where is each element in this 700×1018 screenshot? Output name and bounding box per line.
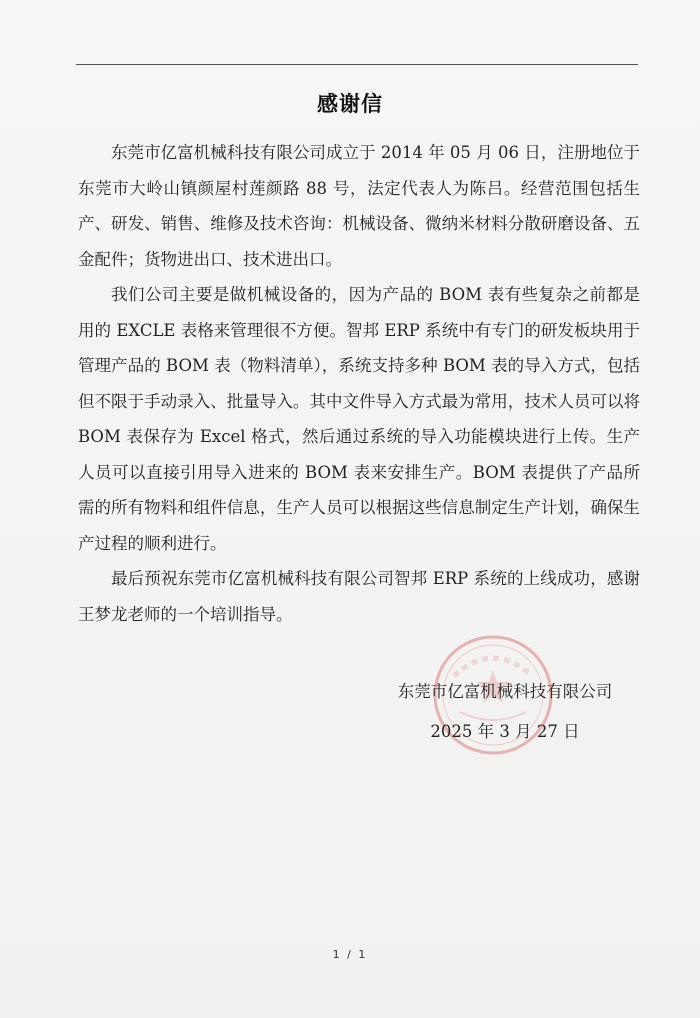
paragraph-thanks: 最后预祝东莞市亿富机械科技有限公司智邦 ERP 系统的上线成功，感谢王梦龙老师的一个培训指导。 bbox=[78, 569, 640, 624]
page-title: 感谢信 bbox=[317, 92, 383, 116]
paragraph-bom-usage: 我们公司主要是做机械设备的，因为产品的 BOM 表有些复杂之前都是用的 EXCLE 表格来管理很不方便。智邦 ERP 系统中有专门的研发板块用于管理产品的 BOM 表（物料清单），系统支持多种 BOM 表的导入方式，包括但不限于手动录入、批量导入。其中文件导入方式最为常用，技术人员可以将 BOM 表保存为 Excel 格式，然后通过系统的导入功能模块进行上传。生产人员可以直接引用导入进来的 BOM 表来安排生产。BOM 表提供了产品所需的所有物料和组件信息，生产人员可以根据这些信息制定生产计划，确保生产过程的顺利进行。 bbox=[78, 285, 640, 553]
signature-block bbox=[380, 672, 630, 752]
header-rule bbox=[76, 64, 638, 65]
paragraph-company-intro: 东莞市亿富机械科技有限公司成立于 2014 年 05 月 06 日，注册地位于东莞市大岭山镇颜屋村莲颜路 88 号，法定代表人为陈吕。经营范围包括生产、研发、销售、维修及技术咨询：机械设备、微纳米材料分散研磨设备、五金配件；货物进出口、技术进出口。 bbox=[78, 143, 640, 269]
signature-company: 东莞市亿富机械科技有限公司 bbox=[397, 682, 613, 701]
page-number: 1 / 1 bbox=[332, 948, 368, 961]
letter-body bbox=[78, 135, 640, 632]
signature-date: 2025 年 3 月 27 日 bbox=[430, 722, 580, 741]
